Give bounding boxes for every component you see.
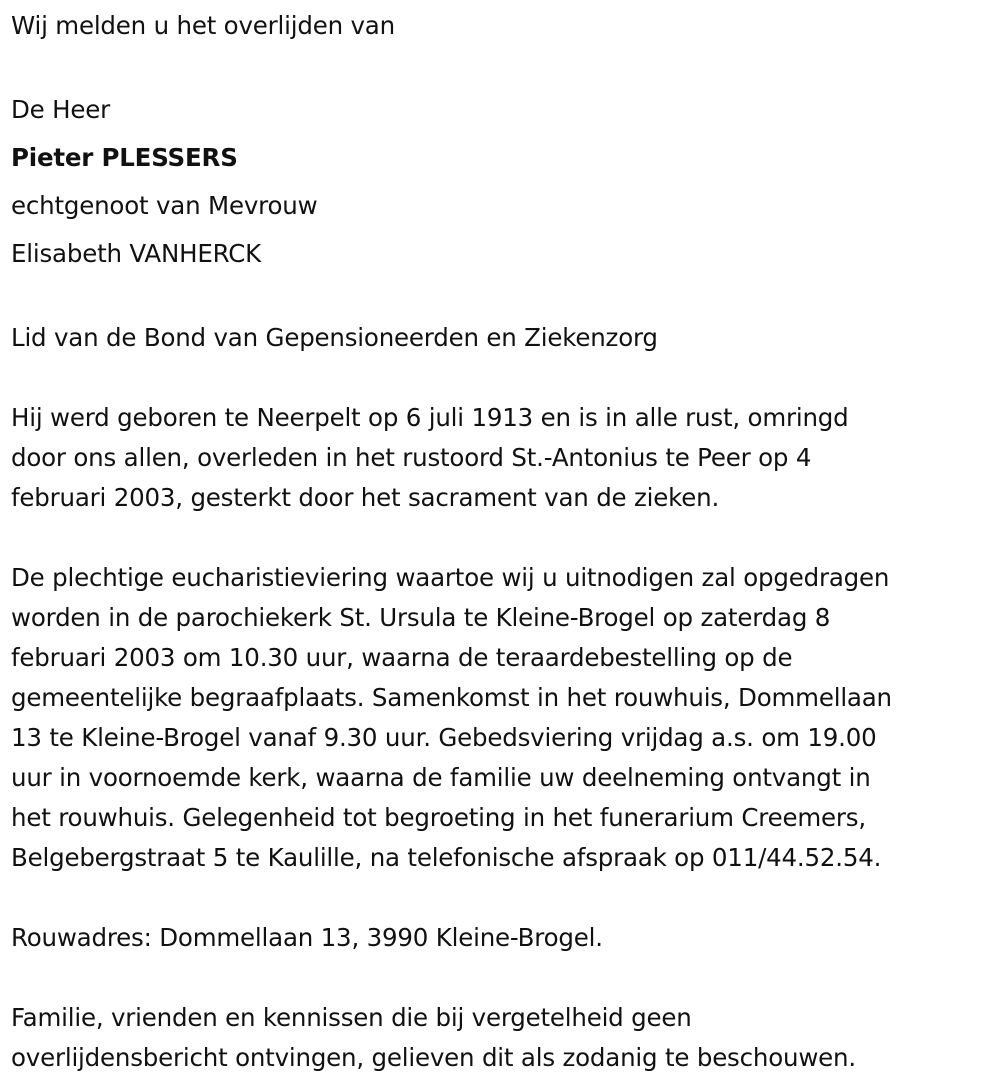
paragraph-line: februari 2003, gesterkt door het sacrament van de zieken.	[11, 483, 720, 512]
honorific: De Heer	[11, 95, 110, 124]
paragraph-line: 13 te Kleine-Brogel vanaf 9.30 uur. Gebedsviering vrijdag a.s. om 19.00	[11, 723, 877, 752]
paragraph-line: uur in voornoemde kerk, waarna de familie uw deelneming ontvangt in	[11, 763, 871, 792]
paragraph-line: De plechtige eucharistieviering waartoe wij u uitnodigen zal opgedragen	[11, 563, 890, 592]
paragraph-line: het rouwhuis. Gelegenheid tot begroeting in het funerarium Creemers,	[11, 803, 866, 832]
paragraph-line: Hij werd geboren te Neerpelt op 6 juli 1913 en is in alle rust, omringd	[11, 403, 849, 432]
closing-paragraph	[11, 998, 991, 1078]
paragraph-line: Belgebergstraat 5 te Kaulille, na telefonische afspraak op 011/44.52.54.	[11, 843, 882, 872]
deceased-name: Pieter PLESSERS	[11, 143, 238, 172]
spouse-line-2: Elisabeth VANHERCK	[11, 239, 261, 268]
birth-paragraph	[11, 398, 991, 518]
paragraph-line: februari 2003 om 10.30 uur, waarna de teraardebestelling op de	[11, 643, 793, 672]
ceremony-paragraph	[11, 558, 991, 878]
intro-text: Wij melden u het overlijden van	[11, 11, 395, 40]
spouse-line-1: echtgenoot van Mevrouw	[11, 191, 318, 220]
paragraph-line: overlijdensbericht ontvingen, gelieven dit als zodanig te beschouwen.	[11, 1043, 856, 1072]
membership-text: Lid van de Bond van Gepensioneerden en Ziekenzorg	[11, 323, 658, 352]
paragraph-line: Familie, vrienden en kennissen die bij vergetelheid geen	[11, 1003, 692, 1032]
paragraph-line: gemeentelijke begraafplaats. Samenkomst in het rouwhuis, Dommellaan	[11, 683, 892, 712]
paragraph-line: worden in de parochiekerk St. Ursula te Kleine-Brogel op zaterdag 8	[11, 603, 831, 632]
paragraph-line: door ons allen, overleden in het rustoord St.-Antonius te Peer op 4	[11, 443, 812, 472]
mourning-address: Rouwadres: Dommellaan 13, 3990 Kleine-Brogel.	[11, 923, 603, 952]
death-notice	[11, 6, 991, 1078]
